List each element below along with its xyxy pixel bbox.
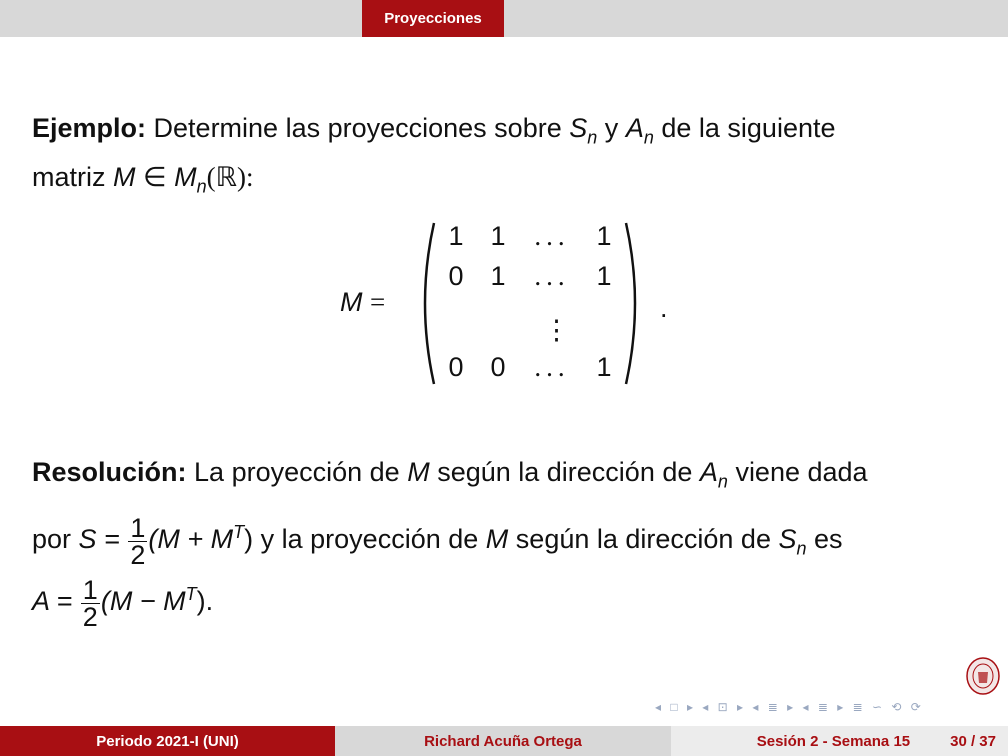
sum-expression: (M + M xyxy=(148,524,234,555)
university-seal-icon xyxy=(965,656,1001,696)
matrix-equation xyxy=(0,215,1008,395)
sub-n: n xyxy=(587,127,598,148)
sym-S: S xyxy=(569,113,588,143)
res-text-7: es xyxy=(814,524,843,555)
example-text-3: matriz xyxy=(32,162,106,193)
sub-n: n xyxy=(796,538,807,559)
section-title[interactable]: Proyecciones xyxy=(362,0,504,37)
S-equals: S = xyxy=(78,524,120,555)
sub-n: n xyxy=(643,127,654,148)
res-text-1: La proyección de xyxy=(194,457,400,487)
sym-Mn: M xyxy=(174,162,197,193)
fraction-half: $\frac{1}{2}$ xyxy=(82,574,98,632)
example-text-2: de la siguiente xyxy=(661,113,836,143)
sym-M: M xyxy=(485,524,509,555)
res-text-4: por xyxy=(32,524,72,555)
sym-S: S xyxy=(778,524,797,555)
real-set: (ℝ): xyxy=(206,162,254,193)
footer-session-text: Sesión 2 - Semana 15 xyxy=(756,732,911,750)
sub-n: n xyxy=(196,176,207,197)
diff-expression: (M − M xyxy=(100,586,186,617)
res-text-5: y la proyección de xyxy=(260,524,479,555)
footer-bar xyxy=(0,726,1008,756)
matrix-cell: ... xyxy=(534,261,570,291)
matrix-period: . xyxy=(660,293,668,323)
matrix-cell: 0 xyxy=(448,352,464,382)
example-label: Ejemplo: xyxy=(32,113,147,143)
matrix-lhs: M = xyxy=(340,287,386,317)
example-text-1: Determine las proyecciones sobre xyxy=(153,113,562,143)
footer-session xyxy=(671,726,1008,756)
example-conj-y: y xyxy=(604,113,619,143)
sym-M: M xyxy=(113,162,136,193)
res-text-6: según la dirección de xyxy=(515,524,771,555)
matrix-cell: 0 xyxy=(490,352,506,382)
matrix-cell: 1 xyxy=(596,261,612,291)
matrix-cell: 1 xyxy=(448,221,464,251)
page-number: 30 / 37 xyxy=(950,732,996,750)
element-of: ∈ xyxy=(143,162,167,193)
matrix-cell: 0 xyxy=(448,261,464,291)
close-paren: ) xyxy=(244,524,254,555)
transpose-T: T xyxy=(185,584,197,605)
res-text-2: según la dirección de xyxy=(437,457,693,487)
example-paragraph xyxy=(32,108,972,207)
footer-period: Periodo 2021-I (UNI) xyxy=(0,726,335,756)
vertical-dots: ⋮ xyxy=(543,315,570,345)
matrix-cell: 1 xyxy=(596,352,612,382)
footer-author: Richard Acuña Ortega xyxy=(335,726,671,756)
sym-M: M xyxy=(407,457,430,487)
matrix-cell: 1 xyxy=(490,221,506,251)
res-text-3: viene dada xyxy=(735,457,868,487)
matrix-cell: 1 xyxy=(596,221,612,251)
transpose-T: T xyxy=(233,522,245,543)
left-paren xyxy=(412,221,438,386)
beamer-navigation-icons[interactable]: ◂ □ ▸ ◂ ⊡ ▸ ◂ ≣ ▸ ◂ ≣ ▸ ≣ ∽ ⟲ ⟳ xyxy=(655,700,924,714)
resolution-paragraph xyxy=(32,452,982,632)
sub-n: n xyxy=(717,471,728,492)
resolution-label: Resolución: xyxy=(32,457,187,487)
top-navigation-bar xyxy=(0,0,1008,37)
matrix-cell: 1 xyxy=(490,261,506,291)
sym-A: A xyxy=(625,113,644,143)
matrix-cell: ... xyxy=(534,352,570,382)
sym-A: A xyxy=(699,457,718,487)
close-end: ). xyxy=(196,586,214,617)
A-equals: A = xyxy=(32,586,73,617)
matrix-cell: ... xyxy=(534,221,570,251)
fraction-half: $\frac{1}{2}$ xyxy=(130,512,146,570)
right-paren xyxy=(622,221,648,386)
